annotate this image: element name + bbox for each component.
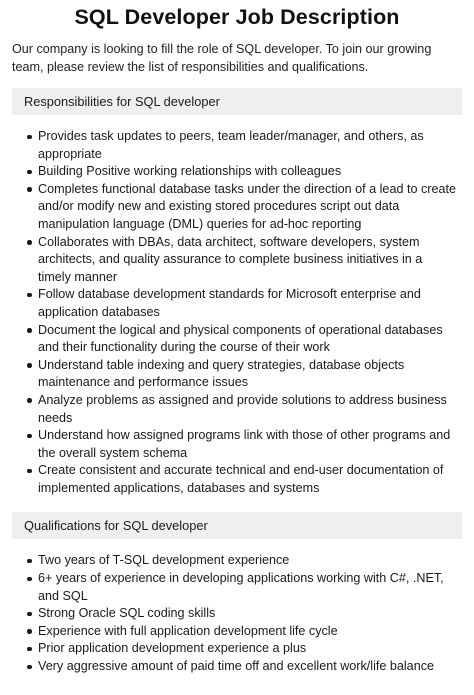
list-item: Document the logical and physical components of operational databases and their functionality during the course of their work xyxy=(38,322,462,357)
list-item: Understand table indexing and query strategies, database objects maintenance and performance issues xyxy=(38,357,462,392)
list-item: Building Positive working relationships with colleagues xyxy=(38,163,462,181)
list-item: Prior application development experience a plus xyxy=(38,640,462,658)
list-item: Strong Oracle SQL coding skills xyxy=(38,605,462,623)
list-item: Two years of T-SQL development experience xyxy=(38,552,462,570)
list-item: Very aggressive amount of paid time off and excellent work/life balance xyxy=(38,658,462,676)
responsibilities-list xyxy=(12,128,462,497)
list-item: Provides task updates to peers, team leader/manager, and others, as appropriate xyxy=(38,128,462,163)
list-item: Completes functional database tasks under the direction of a lead to create and/or modify new and existing stored procedures script out data manipulation language (DML) queries for ad-hoc reporting xyxy=(38,181,462,234)
list-item: Follow database development standards for Microsoft enterprise and application databases xyxy=(38,286,462,321)
responsibilities-heading: Responsibilities for SQL developer xyxy=(12,88,462,115)
qualifications-list xyxy=(12,552,462,675)
list-item: 6+ years of experience in developing applications working with C#, .NET, and SQL xyxy=(38,570,462,605)
list-item: Collaborates with DBAs, data architect, software developers, system architects, and quality assurance to complete business initiatives in a timely manner xyxy=(38,234,462,287)
list-item: Understand how assigned programs link with those of other programs and the overall system schema xyxy=(38,427,462,462)
page-title: SQL Developer Job Description xyxy=(74,5,400,29)
list-item: Create consistent and accurate technical and end-user documentation of implemented applications, databases and systems xyxy=(38,462,462,497)
list-item: Analyze problems as assigned and provide solutions to address business needs xyxy=(38,392,462,427)
list-item: Experience with full application development life cycle xyxy=(38,623,462,641)
intro-paragraph: Our company is looking to fill the role of SQL developer. To join our growing team, please review the list of responsibilities and qualifications. xyxy=(12,42,432,74)
qualifications-heading: Qualifications for SQL developer xyxy=(12,512,462,539)
